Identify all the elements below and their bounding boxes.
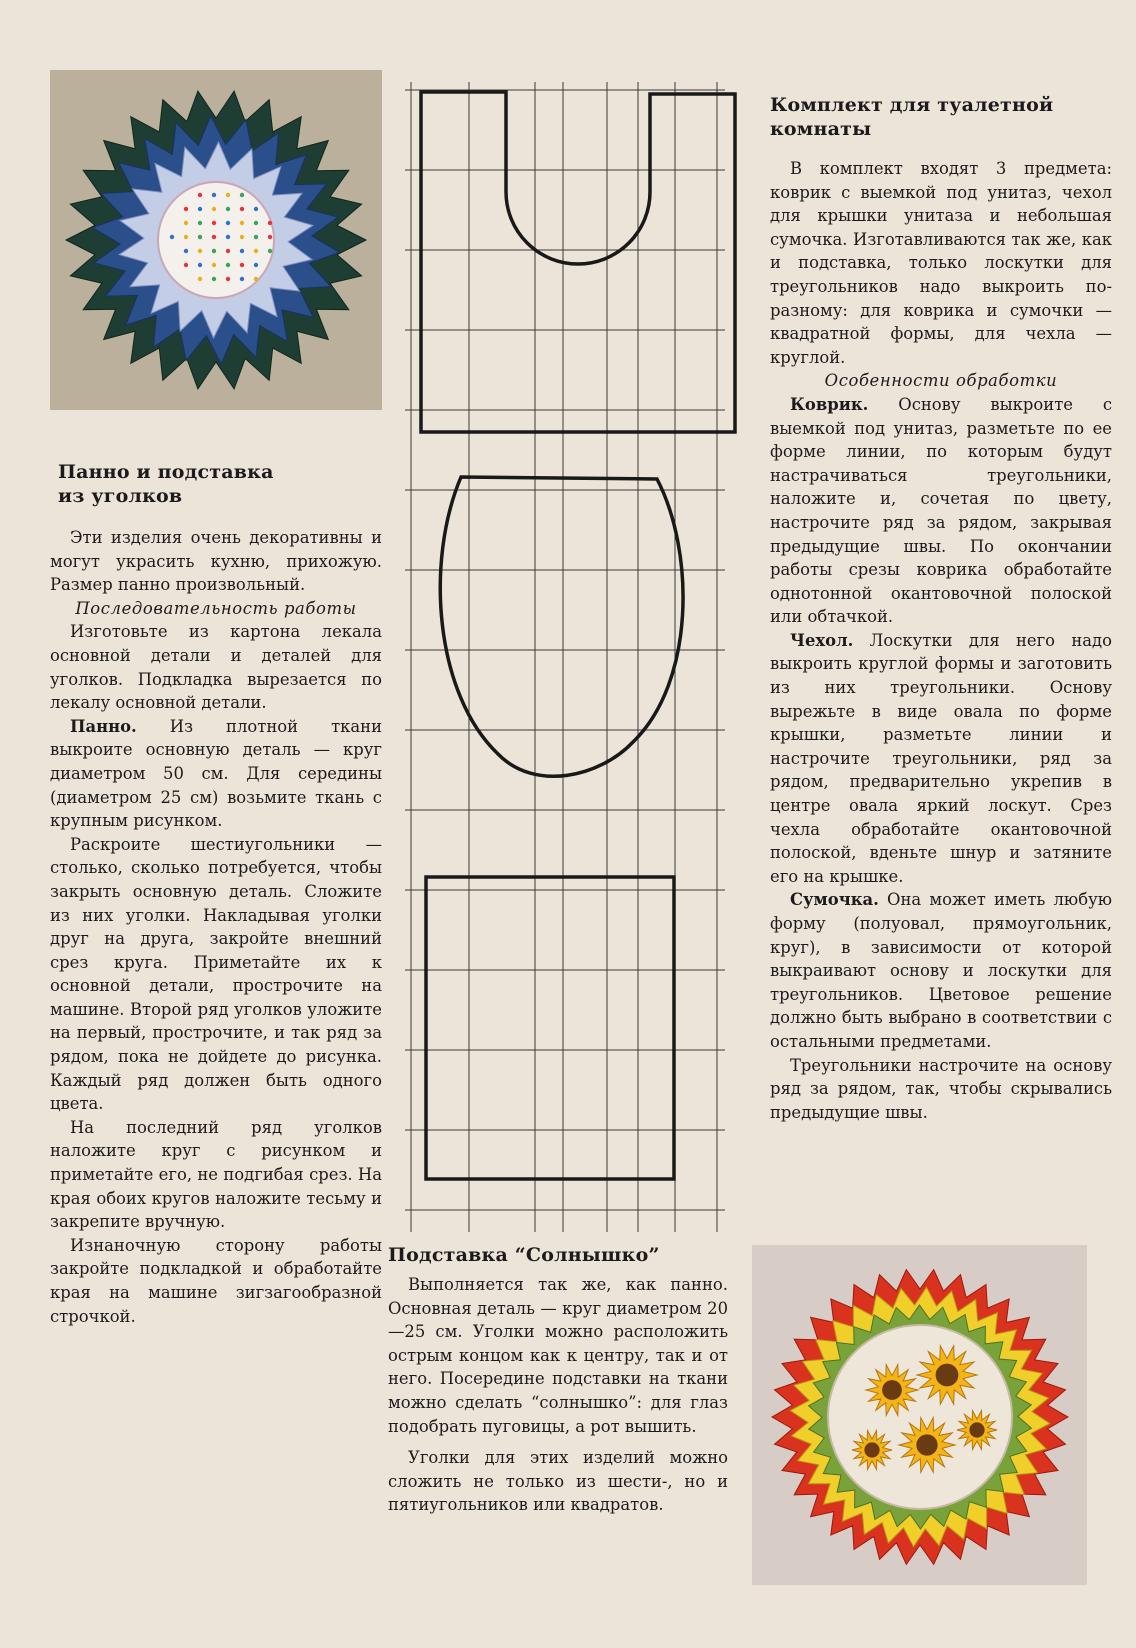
right-sumochka	[770, 888, 1112, 1053]
lid-cover-pattern-shape	[440, 477, 683, 776]
panno-label: Панно.	[70, 716, 137, 736]
left-intro: Эти изделия очень декоративны и могут украсить кухню, прихожую. Размер панно произвольный.	[50, 528, 382, 595]
right-subtitle: Особенности обработки	[824, 371, 1058, 391]
right-column	[770, 93, 1112, 1124]
kovrik-label: Коврик.	[790, 394, 869, 414]
middle-column	[388, 1243, 728, 1517]
middle-title: Подставка “Солнышко”	[388, 1244, 660, 1266]
bag-pattern-shape	[426, 877, 674, 1179]
photo-sunflower-coaster	[752, 1245, 1087, 1585]
left-paragraph-2	[50, 715, 382, 833]
chehol-label: Чехол.	[790, 630, 854, 650]
panno-text: Из плотной ткани выкроите основную деталь — круг диаметром 50 см. Для середины (диаметром 25 см) возьмите ткань с крупным рисунком.	[50, 716, 383, 831]
middle-paragraph-1: Выполняется так же, как панно. Основная деталь — круг диаметром 20—25 см. Уголки можно расположить острым концом как к центру, так и от него. Посередине подставки на ткани можно сделать “солнышко”: для глаз подобрать пуговицы, а рот вышить.	[388, 1275, 728, 1436]
left-paragraph-5: Изнаночную сторону работы закройте подкладкой и обработайте края на машине зигзагообразной строчкой.	[50, 1235, 382, 1326]
patchwork-panel-image	[50, 70, 382, 410]
middle-paragraph-2: Уголки для этих изделий можно сложить не только из шести-, но и пятиугольников или квадратов.	[388, 1448, 728, 1515]
photo-patchwork-panel	[50, 70, 382, 410]
pattern-diagram	[395, 82, 760, 1232]
right-title: Комплект для туалетной комнаты	[770, 94, 1054, 140]
chehol-text: Лоскутки для него надо выкроить круглой формы и заготовить из них треугольники. Основу вырежьте в виде овала по форме крышки, разметьте линии и настрочите треугольники, ряд за рядом, предварительно укрепив в центре овала яркий лоскут. Срез чехла обработайте окантовочной полоской, вденьте шнур и затяните его на крышке.	[770, 630, 1112, 886]
right-intro: В комплект входят 3 предмета: коврик с выемкой под унитаз, чехол для крышки унитаза и небольшая сумочка. Изготавливаются так же, как и подставка, только лоскутки для треугольников надо выкроить по-разному: для коврика и сумочки — квадратной формы, для чехла — круглой.	[770, 159, 1112, 367]
rug-pattern-shape	[421, 92, 735, 432]
pattern-grid-svg	[395, 82, 760, 1232]
left-paragraph-3: Раскроите шестиугольники — столько, сколько потребуется, чтобы закрыть основную деталь. Сложите из них уголки. Накладывая уголки друг на друга, закройте внешний срез круга. Приметайте их к основной детали, прострочите на машине. Второй ряд уголков уложите на первый, прострочите, и так ряд за рядом, пока не дойдете до рисунка. Каждый ряд должен быть одного цвета.	[50, 834, 382, 1114]
sumochka-label: Сумочка.	[790, 890, 879, 910]
kovrik-text: Основу выкроите с выемкой под унитаз, разметьте по ее форме линии, по которым будут настрачиваться треугольники, наложите и, сочетая по цвету, настрочите ряд за рядом, закрывая предыдущие швы. По окончании работы срезы коврика обработайте однотонной окантовочной полоской или обтачкой.	[770, 394, 1112, 627]
right-final: Треугольники настрочите на основу ряд за рядом, так, чтобы скрывались предыдущие швы.	[770, 1055, 1112, 1122]
left-title: Панно и подставка из уголков	[58, 461, 274, 507]
sumochka-text: Она может иметь любую форму (полуовал, прямоугольник, круг), в зависимости от которой выкраивают основу и лоскутки для треугольников. Цветовое решение должно быть выбрано в соответствии с остальными предметами.	[770, 890, 1112, 1051]
left-column	[50, 460, 382, 1328]
left-subtitle: Последовательность работы	[75, 598, 357, 618]
right-chehol	[770, 629, 1112, 889]
right-kovrik	[770, 393, 1112, 629]
left-paragraph-1: Изготовьте из картона лекала основной детали и деталей для уголков. Подкладка вырезается по лекалу основной детали.	[50, 622, 382, 713]
left-paragraph-4: На последний ряд уголков наложите круг с рисунком и приметайте его, не подгибая срез. На края обоих кругов наложите тесьму и закрепите вручную.	[50, 1117, 382, 1232]
sunflower-coaster-image	[752, 1245, 1087, 1585]
